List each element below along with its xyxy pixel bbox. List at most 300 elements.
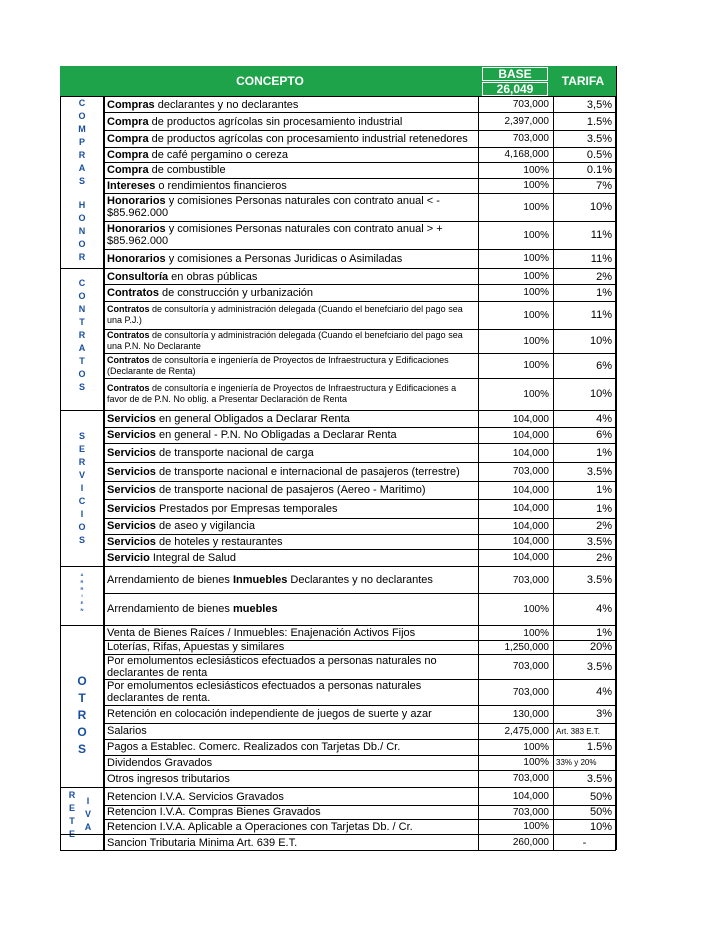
table-row — [104, 378, 616, 410]
tarifa-cell: 1% — [554, 626, 616, 640]
concept-cell — [104, 130, 478, 147]
tarifa-cell: 1.5% — [554, 113, 616, 130]
tarifa-cell: 2% — [554, 269, 616, 284]
base-cell: 703,000 — [478, 679, 554, 705]
right-frame — [616, 66, 617, 850]
group-letter: R — [77, 708, 87, 722]
table-row — [104, 788, 616, 805]
group-letter: O — [78, 291, 86, 301]
table-row — [104, 739, 616, 755]
concept-cell — [104, 97, 478, 112]
table-row — [104, 178, 616, 193]
concept-keyword: Contratos — [107, 304, 150, 314]
table-row — [104, 819, 616, 834]
table-row — [104, 147, 616, 162]
base-cell: 104,000 — [478, 411, 554, 427]
concept-prefix: Arrendamiento de bienes — [107, 603, 233, 615]
group-letter: A — [84, 822, 92, 832]
base-cell: 1,250,000 — [478, 640, 554, 654]
concept-text — [107, 725, 147, 737]
concept-description: en general - P.N. No Obligadas a Declarar Renta — [155, 429, 397, 441]
concept-keyword: Contratos — [107, 330, 150, 340]
group-label-contratos — [62, 277, 102, 394]
group-letter: I — [81, 593, 83, 598]
table-row — [104, 805, 616, 819]
table-row — [104, 162, 616, 178]
table-row — [104, 462, 616, 481]
concept-text — [107, 271, 257, 283]
tarifa-cell: 11% — [554, 301, 616, 329]
header-base-label: BASE — [482, 67, 548, 81]
concept-description: de transporte nacional de pasajeros (Aereo - Maritimo) — [155, 484, 426, 496]
concept-description: Sancion Tributaria Minima Art. 639 E.T. — [107, 836, 298, 849]
concept-description: Loterías, Rifas, Apuestas y similares — [107, 641, 285, 653]
group-letter: T — [79, 317, 85, 327]
tarifa-cell: 2% — [554, 518, 616, 534]
table-row — [104, 269, 616, 284]
base-cell: 2,397,000 — [478, 113, 554, 130]
tarifa-cell: 20% — [554, 640, 616, 654]
concept-text — [107, 552, 236, 564]
concept-keyword: Contratos — [107, 383, 150, 393]
concept-text — [107, 484, 426, 496]
tarifa-cell: 33% y 20% — [554, 755, 616, 770]
concept-text — [107, 641, 284, 653]
concept-description: Retencion I.V.A. Compras Bienes Gravados — [107, 806, 321, 818]
concept-cell — [104, 221, 478, 249]
group-letter: C — [78, 98, 86, 108]
base-cell: 130,000 — [478, 705, 554, 723]
concept-keyword: Inmuebles — [232, 574, 288, 586]
table-row — [104, 835, 616, 850]
concept-cell — [104, 378, 478, 410]
group-letter: O — [78, 369, 86, 379]
table-row — [104, 411, 616, 427]
concept-keyword: Servicios — [107, 520, 156, 532]
concept-text — [107, 223, 478, 247]
group-letter: V — [78, 470, 85, 480]
concept-text — [107, 195, 478, 219]
concept-text — [107, 821, 413, 833]
concept-cell — [104, 770, 478, 787]
table-row — [104, 113, 616, 130]
group-letter: R — [78, 252, 86, 262]
concept-cell — [104, 193, 478, 221]
concept-description: de transporte nacional de carga — [155, 447, 314, 459]
tarifa-cell: 1% — [554, 444, 616, 462]
table-row — [104, 221, 616, 249]
table-row — [104, 518, 616, 534]
concept-text — [107, 708, 432, 720]
concept-keyword: Compra — [107, 164, 149, 176]
table-row — [104, 679, 616, 705]
tarifa-cell: 3.5% — [554, 567, 616, 593]
base-cell: 2,475,000 — [478, 723, 554, 739]
concept-cell — [104, 549, 478, 566]
base-cell: 100% — [478, 178, 554, 193]
concept-cell — [104, 679, 478, 705]
tarifa-cell: 50% — [554, 805, 616, 819]
tarifa-cell: 50% — [554, 788, 616, 805]
concept-cell — [104, 805, 478, 819]
base-cell: 260,000 — [478, 835, 554, 850]
concept-text — [107, 99, 298, 111]
concept-description: de consultoría y administración delegada (Cuando el benefciario del pago sea una P.N. No Declarante — [107, 330, 463, 351]
group-letter: A — [78, 163, 86, 173]
concept-cell — [104, 462, 478, 481]
concept-keyword: Servicios — [107, 535, 156, 548]
tarifa-cell: 4% — [554, 411, 616, 427]
concept-cell — [104, 481, 478, 499]
concept-text — [107, 116, 402, 128]
table-row — [104, 301, 616, 329]
base-cell: 104,000 — [478, 481, 554, 499]
tarifa-cell: 2% — [554, 549, 616, 566]
table-row — [104, 353, 616, 378]
group-letter: C — [78, 278, 86, 288]
table-row — [104, 444, 616, 462]
group-letter: O — [77, 674, 87, 688]
base-cell: 104,000 — [478, 444, 554, 462]
concept-text — [107, 791, 284, 803]
tarifa-cell: 3.5% — [554, 130, 616, 147]
concept-text — [107, 466, 460, 478]
concept-description: Pagos a Establec. Comerc. Realizados con Tarjetas Db./ Cr. — [107, 741, 401, 753]
base-cell: 104,000 — [478, 518, 554, 534]
base-cell: 703,000 — [478, 97, 554, 112]
group-letter: T — [79, 356, 85, 366]
base-cell: 100% — [478, 162, 554, 178]
base-cell: 104,000 — [478, 788, 554, 805]
concept-text — [107, 741, 400, 753]
tarifa-cell: 6% — [554, 427, 616, 443]
concept-description: de consultoría e ingeniería de Proyectos de Infraestructura y Edificaciones a favor de de P.N. No oblig. a Presentar Declaración de Renta — [107, 383, 457, 404]
base-cell: 100% — [478, 755, 554, 770]
concept-description: en general Obligados a Declarar Renta — [155, 413, 350, 425]
group-letter: S — [78, 176, 85, 186]
group-letter: R — [80, 586, 84, 591]
concept-cell — [104, 755, 478, 770]
concept-cell — [104, 269, 478, 284]
group-letter: R — [68, 790, 76, 800]
concept-description: Retencion I.V.A. Servicios Gravados — [107, 790, 284, 803]
tarifa-cell: 3% — [554, 705, 616, 723]
concept-cell — [104, 835, 478, 850]
concept-keyword: Contratos — [107, 354, 150, 365]
tarifa-cell: 10% — [554, 819, 616, 834]
concept-text — [107, 536, 283, 548]
tarifa-cell: 10% — [554, 329, 616, 353]
base-cell: 100% — [478, 739, 554, 755]
concept-text — [107, 837, 297, 849]
concept-keyword: Servicios — [107, 484, 156, 496]
concept-description: de productos agrícolas sin procesamiento industrial — [148, 115, 403, 128]
tarifa-cell: 7% — [554, 178, 616, 193]
group-letter: N — [78, 304, 86, 314]
concept-cell — [104, 499, 478, 518]
concept-description: o rendimientos financieros — [155, 179, 287, 192]
concept-keyword: Compras — [107, 98, 155, 111]
tarifa-cell: 11% — [554, 221, 616, 249]
header-tarifa-label: TARIFA — [561, 74, 605, 88]
table-row — [104, 640, 616, 654]
concept-keyword: Honorarios — [107, 195, 166, 207]
table-row — [104, 549, 616, 566]
concept-keyword: Servicios — [107, 429, 156, 441]
group-letter: S — [78, 535, 85, 545]
base-cell: 100% — [478, 249, 554, 268]
base-cell: 104,000 — [478, 549, 554, 566]
base-cell: 703,000 — [478, 130, 554, 147]
base-cell: 100% — [478, 301, 554, 329]
group-letter: O — [78, 522, 86, 532]
header-base-value: 26,049 — [482, 82, 548, 96]
group-letter: T — [78, 691, 86, 705]
base-cell: 104,000 — [478, 427, 554, 443]
group-letter: E — [78, 444, 85, 454]
concept-description: Otros ingresos tributarios — [107, 772, 230, 785]
base-cell: 100% — [478, 626, 554, 640]
base-cell: 703,000 — [478, 770, 554, 787]
left-frame — [60, 96, 61, 850]
concept-text — [107, 627, 415, 639]
concept-cell — [104, 567, 478, 593]
concept-text — [107, 680, 478, 704]
table-row — [104, 97, 616, 112]
concept-description: Prestados por Empresas temporales — [155, 502, 338, 515]
group-label-honor — [62, 199, 102, 264]
header-concepto — [60, 66, 480, 96]
tarifa-cell: 3.5% — [554, 534, 616, 549]
table-row — [104, 534, 616, 549]
base-cell: 703,000 — [478, 567, 554, 593]
group-letter: C — [78, 496, 86, 506]
concept-keyword: Contratos — [107, 286, 159, 299]
table-row — [104, 626, 616, 640]
table-row — [104, 427, 616, 443]
concept-text — [107, 503, 338, 515]
concept-cell — [104, 113, 478, 130]
group-letter: A — [80, 572, 84, 577]
group-letter: I — [80, 509, 84, 519]
base-cell: 100% — [478, 221, 554, 249]
tarifa-cell: 11% — [554, 249, 616, 268]
concept-cell — [104, 518, 478, 534]
concept-cell — [104, 427, 478, 443]
group-letter: I — [80, 483, 84, 493]
group-letter: S — [78, 431, 85, 441]
base-cell: 100% — [478, 378, 554, 410]
concept-description: de consultoría e ingeniería de Proyectos de Infraestructura y Edificaciones (Declarante de Renta) — [107, 354, 449, 376]
concept-text — [107, 383, 478, 405]
group-letter: R — [78, 457, 86, 467]
concept-text — [107, 164, 226, 176]
concept-description: de combustible — [148, 164, 226, 176]
concept-keyword: Consultoría — [107, 270, 169, 283]
base-cell: 104,000 — [478, 499, 554, 518]
base-cell: 100% — [478, 329, 554, 353]
base-cell: 100% — [478, 353, 554, 378]
concept-text — [107, 180, 287, 192]
group-letter: R — [80, 579, 84, 584]
concept-keyword: Servicios — [107, 413, 156, 425]
base-cell: 100% — [478, 269, 554, 284]
base-cell: 4,168,000 — [478, 147, 554, 162]
table-row — [104, 723, 616, 739]
tarifa-cell: 3.5% — [554, 654, 616, 679]
concept-keyword: Intereses — [107, 179, 156, 192]
concept-description: de construcción y urbanización — [158, 286, 314, 299]
group-label-arriendos — [62, 571, 102, 613]
concept-description: y comisiones a Personas Juridicas o Asimiladas — [165, 252, 403, 265]
concept-cell — [104, 178, 478, 193]
group-letter: O — [78, 111, 86, 121]
concept-cell — [104, 640, 478, 654]
tarifa-cell: 10% — [554, 378, 616, 410]
group-letter: P — [78, 137, 85, 147]
concept-keyword: Servicios — [107, 447, 156, 459]
tarifa-cell: 4% — [554, 593, 616, 625]
table-row — [104, 284, 616, 301]
concept-description: Retención en colocación independiente de juegos de suerte y azar — [107, 708, 432, 720]
concept-cell — [104, 249, 478, 268]
group-letter: E — [68, 803, 75, 813]
group-label-servicios — [62, 430, 102, 547]
table-row — [104, 567, 616, 593]
group-letter: V — [84, 809, 91, 819]
table-row — [104, 249, 616, 268]
group-label-compras — [62, 97, 102, 188]
table-row — [104, 481, 616, 499]
tarifa-cell: 0.1% — [554, 162, 616, 178]
tarifa-cell: 1% — [554, 284, 616, 301]
concept-cell — [104, 162, 478, 178]
concept-description: Por emolumentos eclesiásticos efectuados a personas naturales no declarantes de renta — [107, 654, 437, 679]
concept-description: en obras públicas — [168, 270, 258, 283]
group-letter: R — [78, 150, 86, 160]
concept-text — [107, 304, 478, 326]
concept-text — [107, 330, 478, 352]
group-letter: S — [77, 742, 86, 756]
group-label-iva — [78, 795, 98, 834]
tarifa-cell: - — [554, 835, 616, 850]
concept-cell — [104, 284, 478, 301]
tarifa-cell: 3,5% — [554, 97, 616, 112]
group-letter: I — [86, 796, 90, 806]
tarifa-cell: 3.5% — [554, 462, 616, 481]
group-letter: O — [77, 725, 87, 739]
concept-description: Salarios — [107, 725, 147, 737]
concept-keyword: Compra — [107, 132, 149, 145]
concept-prefix: Arrendamiento de bienes — [107, 574, 233, 586]
concept-keyword: Servicios — [107, 465, 156, 478]
concept-cell — [104, 739, 478, 755]
concept-cell — [104, 147, 478, 162]
concept-text — [107, 287, 313, 299]
concept-keyword: Honorarios — [107, 223, 166, 235]
tarifa-cell: 6% — [554, 353, 616, 378]
concept-text — [107, 253, 402, 265]
base-cell: 100% — [478, 593, 554, 625]
table-row — [104, 770, 616, 787]
group-letter: R — [78, 330, 86, 340]
row-divider — [104, 850, 616, 851]
concept-description: Declarantes y no declarantes — [287, 574, 433, 586]
table-row — [104, 755, 616, 770]
tarifa-cell: 10% — [554, 193, 616, 221]
concept-description: Venta de Bienes Raíces / Inmuebles: Enajenación Activos Fijos — [107, 627, 416, 639]
concept-cell — [104, 444, 478, 462]
group-letter: H — [78, 200, 86, 210]
tarifa-cell: 1.5% — [554, 739, 616, 755]
concept-text — [107, 413, 350, 425]
table-row — [104, 654, 616, 679]
concept-description: de aseo y vigilancia — [155, 520, 255, 532]
concept-text — [107, 574, 433, 586]
concept-description: de hoteles y restaurantes — [155, 535, 283, 548]
tarifa-cell: Art. 383 E.T. — [554, 723, 616, 739]
group-letter: O — [78, 239, 86, 249]
table-row — [104, 705, 616, 723]
concept-text — [107, 355, 478, 377]
group-letter: A — [78, 343, 86, 353]
concept-text — [107, 520, 255, 532]
group-letter: N — [80, 607, 84, 612]
concept-cell — [104, 411, 478, 427]
concept-description: de café pergamino o cereza — [148, 148, 288, 161]
concept-cell — [104, 534, 478, 549]
concept-cell — [104, 353, 478, 378]
base-cell: 703,000 — [478, 654, 554, 679]
group-letter: S — [78, 382, 85, 392]
concept-text — [107, 429, 397, 441]
concept-text — [107, 447, 314, 459]
concept-text — [107, 773, 230, 785]
tarifa-cell: 1% — [554, 481, 616, 499]
group-letter: M — [78, 124, 86, 134]
base-cell: 703,000 — [478, 462, 554, 481]
concept-keyword: Compra — [107, 115, 149, 128]
table-row — [104, 130, 616, 147]
group-letter: O — [78, 213, 86, 223]
tarifa-cell: 4% — [554, 679, 616, 705]
table-row — [104, 193, 616, 221]
concept-cell — [104, 593, 478, 625]
group-letter: E — [80, 600, 84, 605]
concept-text — [107, 603, 278, 615]
concept-text — [107, 133, 468, 145]
concept-text — [107, 806, 321, 818]
concept-cell — [104, 705, 478, 723]
base-cell: 100% — [478, 193, 554, 221]
group-letter: T — [69, 816, 75, 826]
tarifa-cell: 1% — [554, 499, 616, 518]
header-tarifa — [550, 66, 616, 96]
concept-keyword: Servicio — [107, 551, 150, 564]
base-cell: 104,000 — [478, 534, 554, 549]
concept-cell — [104, 329, 478, 353]
table-row — [104, 499, 616, 518]
concept-description: y comisiones Personas naturales con contrato anual > + $85.962.000 — [107, 223, 443, 247]
concept-description: de transporte nacional e internacional de pasajeros (terrestre) — [155, 465, 460, 478]
concept-description: y comisiones Personas naturales con contrato anual < - $85.962.000 — [107, 195, 440, 219]
header-concepto-label: CONCEPTO — [236, 74, 304, 88]
tarifa-cell: 0.5% — [554, 147, 616, 162]
table-row — [104, 593, 616, 625]
concept-cell — [104, 654, 478, 679]
concept-cell — [104, 626, 478, 640]
concept-description: Retencion I.V.A. Aplicable a Operaciones con Tarjetas Db. / Cr. — [107, 820, 413, 833]
